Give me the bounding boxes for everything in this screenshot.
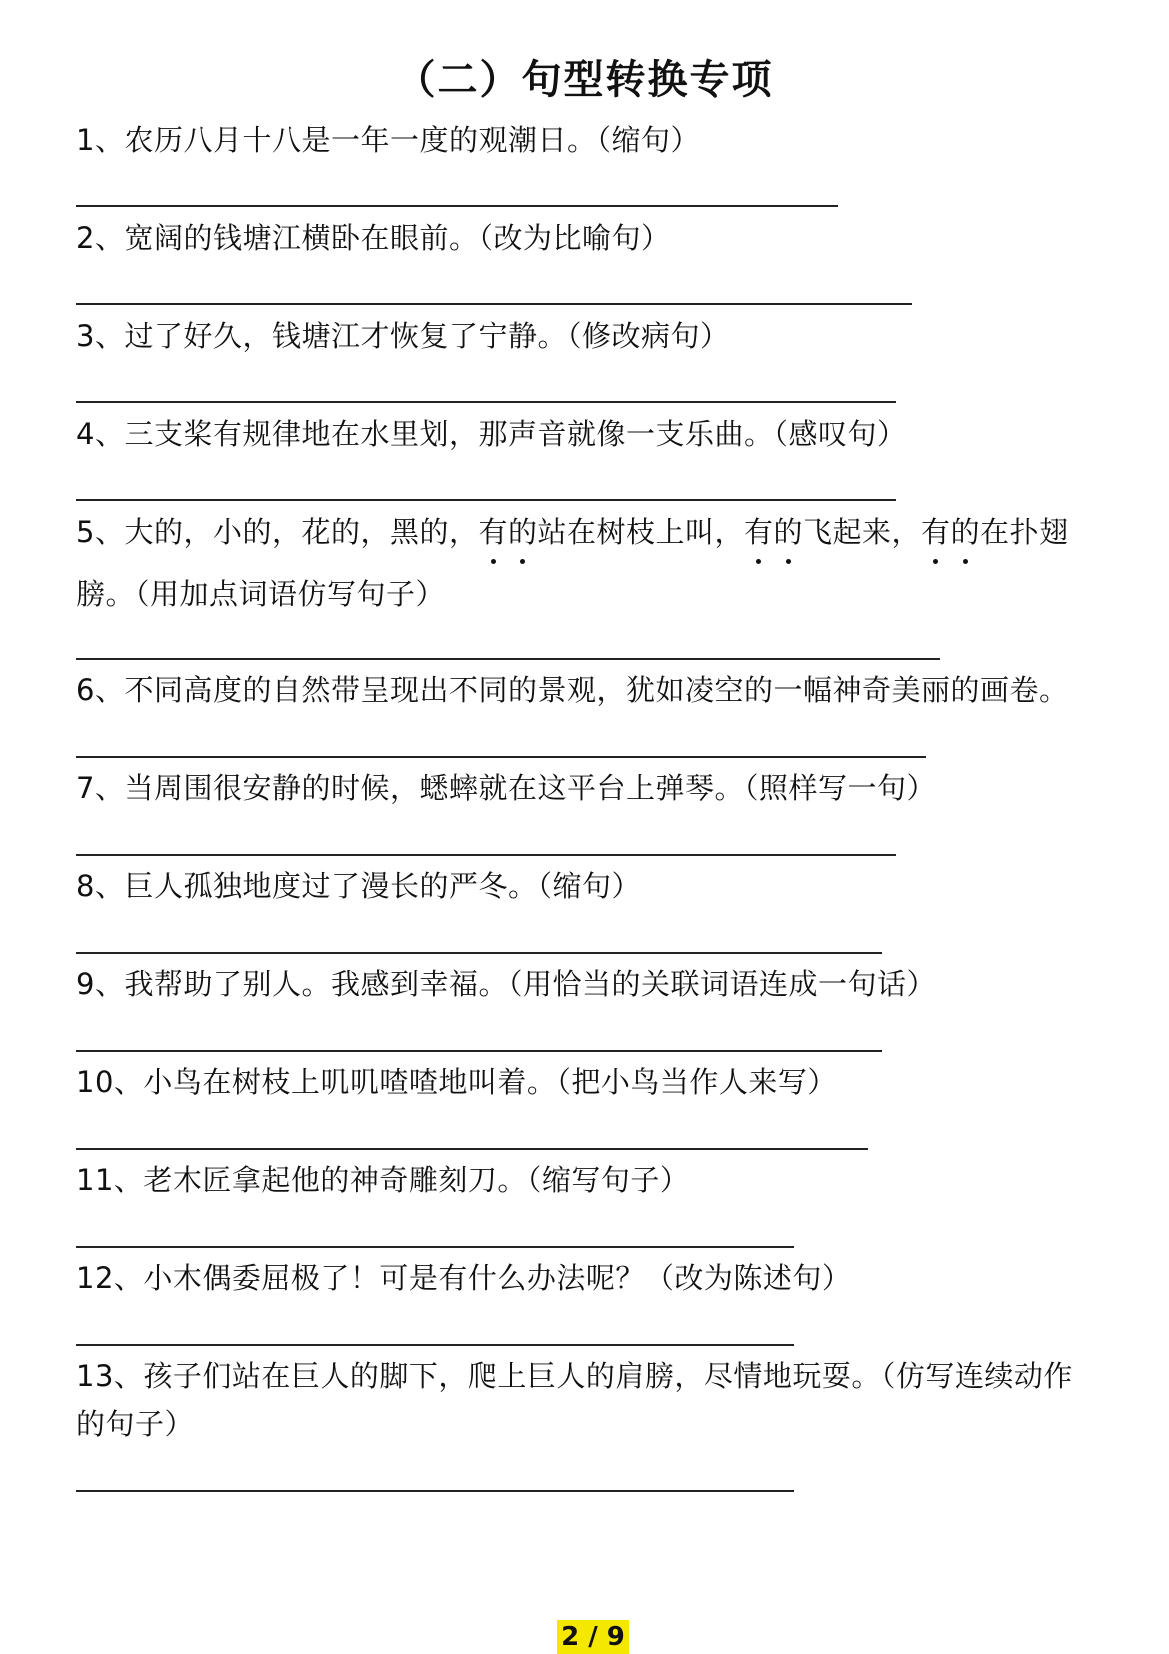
question-6: 6、不同高度的自然带呈现出不同的景观，犹如凌空的一幅神奇美丽的画卷。 [76, 673, 1069, 707]
question-7: 7、当周围很安静的时候，蟋蟀就在这平台上弹琴。（照样写一句） [76, 771, 936, 805]
emphasis-word [921, 515, 980, 549]
answer-line-12[interactable] [76, 1344, 794, 1346]
question-5-part: 飞起来， [803, 515, 922, 549]
answer-line-10[interactable] [76, 1148, 868, 1150]
question-12: 12、小木偶委屈极了！可是有什么办法呢？（改为陈述句） [76, 1261, 852, 1295]
question-13-continuation: 的句子） [76, 1407, 195, 1441]
answer-line-2[interactable] [76, 303, 912, 305]
question-5-continuation: 膀。（用加点词语仿写句子） [76, 577, 446, 611]
answer-line-9[interactable] [76, 1050, 882, 1052]
question-5-part: 在扑翅 [980, 515, 1069, 549]
answer-line-11[interactable] [76, 1246, 794, 1248]
question-13: 13、孩子们站在巨人的脚下，爬上巨人的肩膀，尽情地玩耍。（仿写连续动作 [76, 1359, 1073, 1393]
answer-line-13[interactable] [76, 1490, 794, 1492]
question-11: 11、老木匠拿起他的神奇雕刻刀。（缩写句子） [76, 1163, 690, 1197]
question-3: 3、过了好久，钱塘江才恢复了宁静。（修改病句） [76, 319, 730, 353]
question-9: 9、我帮助了别人。我感到幸福。（用恰当的关联词语连成一句话） [76, 967, 936, 1001]
answer-line-3[interactable] [76, 401, 896, 403]
question-2: 2、宽阔的钱塘江横卧在眼前。（改为比喻句） [76, 221, 671, 255]
emphasis-char: 的 [774, 512, 804, 552]
question-10: 10、小鸟在树枝上叽叽喳喳地叫着。（把小鸟当作人来写） [76, 1065, 837, 1099]
question-1: 1、农历八月十八是一年一度的观潮日。（缩句） [76, 123, 700, 157]
page-title: （二）句型转换专项 [395, 57, 774, 103]
answer-line-1[interactable] [76, 205, 838, 207]
answer-line-5[interactable] [76, 658, 940, 660]
emphasis-word [744, 515, 803, 549]
emphasis-char: 有 [921, 512, 951, 552]
answer-line-6[interactable] [76, 756, 926, 758]
question-5 [76, 512, 1069, 552]
emphasis-char: 的 [951, 512, 981, 552]
answer-line-8[interactable] [76, 952, 882, 954]
emphasis-char: 的 [508, 512, 538, 552]
question-5-part: 5、大的，小的，花的，黑的， [76, 515, 479, 549]
emphasis-char: 有 [744, 512, 774, 552]
page-number: 2 / 9 [557, 1620, 629, 1654]
answer-line-7[interactable] [76, 854, 896, 856]
emphasis-char: 有 [478, 512, 508, 552]
question-4: 4、三支桨有规律地在水里划，那声音就像一支乐曲。（感叹句） [76, 417, 907, 451]
question-5-part: 站在树枝上叫， [537, 515, 744, 549]
answer-line-4[interactable] [76, 499, 896, 501]
question-8: 8、巨人孤独地度过了漫长的严冬。（缩句） [76, 869, 641, 903]
emphasis-word [478, 515, 537, 549]
